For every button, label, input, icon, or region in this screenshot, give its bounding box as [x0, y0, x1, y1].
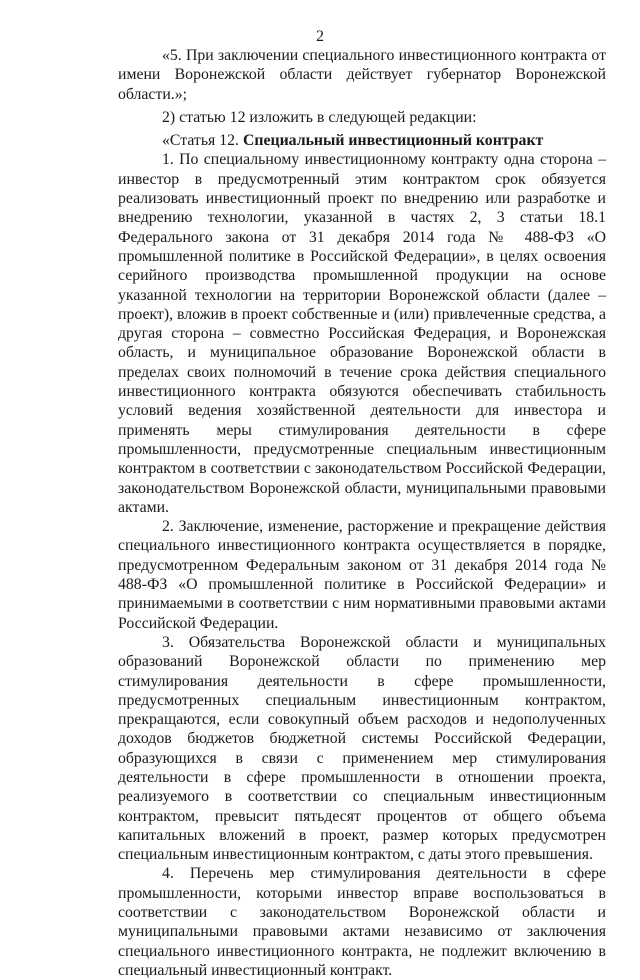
- paragraph-item-4: 4. Перечень мер стимулирования деятельности в сфере промышленности, которыми инвестор вправе воспользоваться в соответствии с законодательством Воронежской области и муниципальными правовыми актами независимо от заключения специального инвестиционного контракта, не подлежит включению в специальный инвестиционный контракт.: [118, 865, 606, 979]
- paragraph-item-3: 3. Обязательства Воронежской области и муниципальных образований Воронежской области по применению мер стимулирования деятельности в сфере промышленности, предусмотренных специальным инвестиционным контрактом, прекращаются, если совокупный объем расходов и недополученных доходов бюджетов бюджетной системы Российской Федерации, образующихся в связи с применением мер стимулирования деятельности в сфере промышленности в отношении проекта, реализуемого в соответствии со специальным инвестиционным контрактом, превысит пятьдесят процентов от общего объема капитальных вложений в проект, размер которых предусмотрен специальным инвестиционным контрактом, с даты этого превышения.: [118, 633, 606, 864]
- article-12-title-prefix: «Статья 12.: [162, 132, 243, 150]
- article-12-title: [118, 131, 606, 150]
- document-body: [118, 46, 606, 980]
- paragraph-item-1: 1. По специальному инвестиционному контракту одна сторона – инвестор в предусмотренный этим контрактом срок обязуется реализовать инвестиционный проект по внедрению или разработке и внедрению технологии, указанной в частях 2, 3 статьи 18.1 Федерального закона от 31 декабря 2014 года № 488-ФЗ «О промышленной политике в Российской Федерации», в целях освоения серийного производства промышленной продукции на основе указанной технологии на территории Воронежской области (далее – проект), вложив в проект собственные и (или) привлеченные средства, а другая сторона – совместно Российская Федерация, и Воронежская область, и муниципальное образование Воронежской области в пределах своих полномочий в течение срока действия специального инвестиционного контракта обязуются обеспечивать стабильность условий ведения хозяйственной деятельности для инвестора и применять меры стимулирования деятельности в сфере промышленности, предусмотренные специальным инвестиционным контрактом в соответствии с законодательством Российской Федерации, законодательством Воронежской области, муниципальными правовыми актами.: [118, 151, 606, 516]
- page-number: 2: [316, 28, 324, 45]
- paragraph-item-2: 2. Заключение, изменение, расторжение и прекращение действия специального инвестиционного контракта осуществляется в порядке, предусмотренном Федеральным законом от 31 декабря 2014 года № 488-ФЗ «О промышленной политике в Российской Федерации» и принимаемыми в соответствии с ним нормативными правовыми актами Российской Федерации.: [118, 518, 606, 632]
- paragraph-article-12-intro: 2) статью 12 изложить в следующей редакции:: [162, 108, 477, 126]
- paragraph-clause-5: «5. При заключении специального инвестиционного контракта от имени Воронежской области действует губернатор Воронежской области.»;: [118, 47, 606, 103]
- article-12-title-bold: Специальный инвестиционный контракт: [242, 132, 544, 150]
